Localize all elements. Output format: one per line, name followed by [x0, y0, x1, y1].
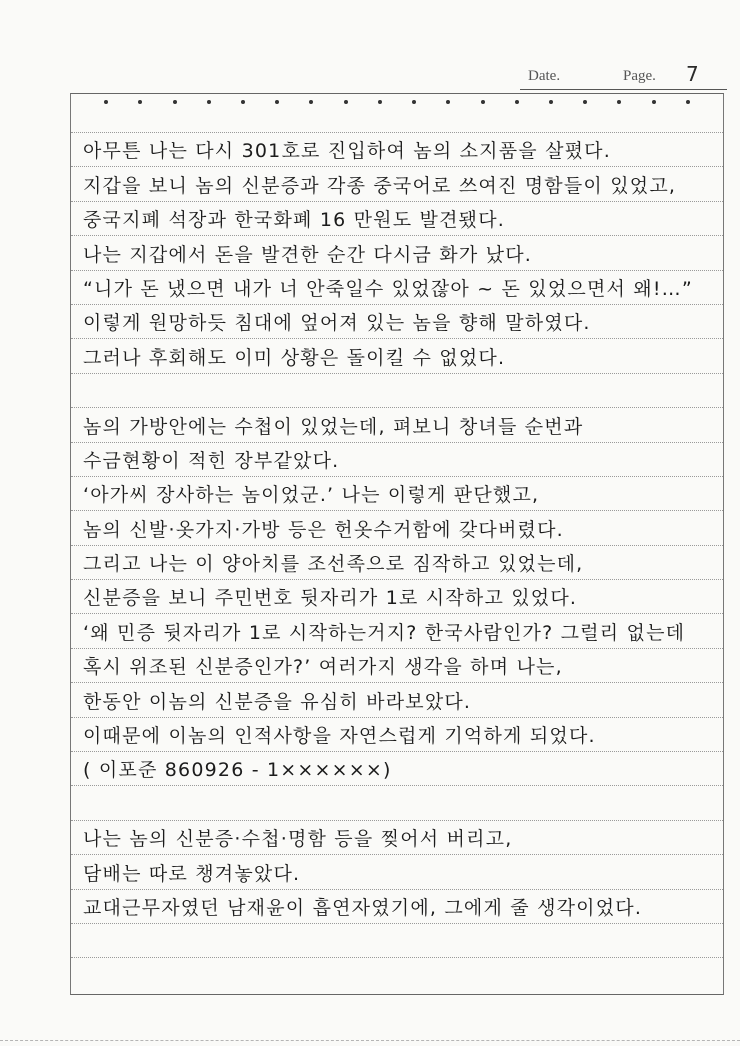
date-label: Date. — [528, 68, 561, 84]
dot-mark — [549, 100, 553, 104]
ruled-line — [71, 648, 723, 682]
line-text: ‘왜 민증 뒷자리가 1로 시작하는거지? 한국사람인가? 그럴리 없는데 — [83, 621, 686, 644]
line-text: “니가 돈 냈으면 내가 너 안죽일수 있었잖아 ~ 돈 있었으면서 왜!…” — [83, 277, 693, 300]
line-text: 이렇게 원망하듯 침대에 엎어져 있는 놈을 향해 말하였다. — [83, 312, 591, 335]
dot-mark — [241, 100, 245, 104]
ruled-line — [71, 166, 723, 200]
line-text: 한동안 이놈의 신분증을 유심히 바라보았다. — [83, 690, 472, 713]
ruled-line — [71, 889, 723, 923]
line-text: ‘아가씨 장사하는 놈이었군.’ 나는 이렇게 판단했고, — [83, 484, 540, 507]
ruled-line — [71, 304, 723, 338]
dot-mark — [275, 100, 279, 104]
dot-mark — [617, 100, 621, 104]
ruled-line — [71, 132, 723, 166]
line-text: 교대근무자였던 남재윤이 흡연자였기에, 그에게 줄 생각이었다. — [83, 896, 643, 919]
dot-mark — [104, 100, 108, 104]
ruled-line — [71, 682, 723, 716]
page-number: 7 — [686, 62, 699, 86]
dot-mark — [173, 100, 177, 104]
dot-mark — [481, 100, 485, 104]
ruled-line — [71, 235, 723, 269]
ruled-line — [71, 923, 723, 957]
ruled-sheet — [70, 93, 724, 995]
line-text: 놈의 가방안에는 수첩이 있었는데, 펴보니 창녀들 순번과 — [83, 415, 584, 438]
header-rule — [520, 89, 727, 90]
ruled-line — [71, 338, 723, 372]
line-text: 그리고 나는 이 양아치를 조선족으로 짐작하고 있었는데, — [83, 553, 584, 576]
dot-mark — [378, 100, 382, 104]
line-text: ( 이포준 860926 - 1××××××) — [83, 759, 392, 782]
ruled-line — [71, 442, 723, 476]
page-label: Page. — [623, 68, 656, 84]
dot-mark — [344, 100, 348, 104]
ruled-line — [71, 373, 723, 407]
line-text: 나는 놈의 신분증·수첩·명함 등을 찢어서 버리고, — [83, 828, 513, 851]
ruled-line — [71, 854, 723, 888]
dot-mark — [652, 100, 656, 104]
line-text: 나는 지갑에서 돈을 발견한 순간 다시금 화가 났다. — [83, 243, 532, 266]
line-text: 그러나 후회해도 이미 상황은 돌이킬 수 없었다. — [83, 346, 506, 369]
line-text: 지갑을 보니 놈의 신분증과 각종 중국어로 쓰여진 명함들이 있었고, — [83, 174, 677, 197]
line-text: 담배는 따로 챙겨놓았다. — [83, 862, 301, 885]
dot-mark — [309, 100, 313, 104]
dot-mark — [207, 100, 211, 104]
line-text: 신분증을 보니 주민번호 뒷자리가 1로 시작하고 있었다. — [83, 587, 578, 610]
line-text: 아무튼 나는 다시 301호로 진입하여 놈의 소지품을 살폈다. — [83, 140, 611, 163]
ruled-line — [71, 579, 723, 613]
dot-mark — [412, 100, 416, 104]
page-bottom-rule — [0, 1040, 740, 1042]
line-text: 놈의 신발·옷가지·가방 등은 헌옷수거함에 갖다버렸다. — [83, 518, 564, 541]
handwritten-lines — [71, 132, 723, 994]
line-text: 중국지폐 석장과 한국화폐 16 만원도 발견됐다. — [83, 209, 505, 232]
ruled-line — [71, 613, 723, 647]
line-text: 수금현황이 적힌 장부같았다. — [83, 449, 340, 472]
ruled-line — [71, 717, 723, 751]
ruled-line — [71, 545, 723, 579]
top-dot-row — [71, 100, 723, 106]
ruled-line — [71, 270, 723, 304]
ruled-line — [71, 820, 723, 854]
dot-mark — [686, 100, 690, 104]
dot-mark — [583, 100, 587, 104]
ruled-line — [71, 957, 723, 991]
line-text: 혹시 위조된 신분증인가?’ 여러가지 생각을 하며 나는, — [83, 656, 563, 679]
page-header — [520, 62, 725, 92]
ruled-line — [71, 785, 723, 819]
ruled-line — [71, 407, 723, 441]
dot-mark — [138, 100, 142, 104]
ruled-line — [71, 476, 723, 510]
ruled-line — [71, 201, 723, 235]
line-text: 이때문에 이놈의 인적사항을 자연스럽게 기억하게 되었다. — [83, 725, 596, 748]
ruled-line — [71, 510, 723, 544]
dot-mark — [446, 100, 450, 104]
dot-mark — [515, 100, 519, 104]
ruled-line — [71, 751, 723, 785]
